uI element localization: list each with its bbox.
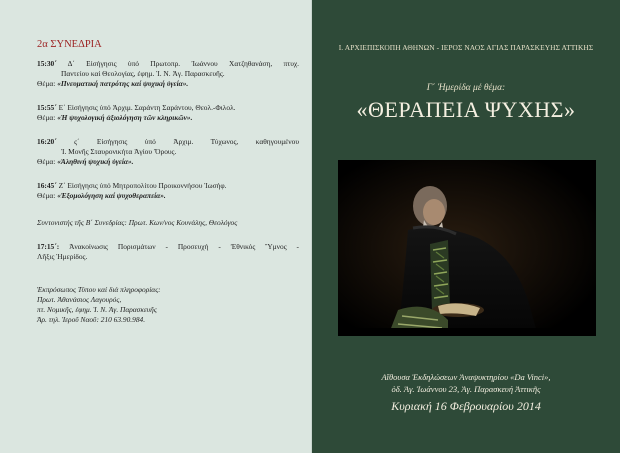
item-speaker: Δ΄ Εἰσήγησις ὑπό Πρωτοπρ. Ἰωάννου Χατζηθανάση, πτυχ. <box>67 59 299 68</box>
item-time: 16:20΄ <box>37 137 57 146</box>
organizer: Ι. ΑΡΧΙΕΠΙΣΚΟΠΗ ΑΘΗΝΩΝ - ΙΕΡΟΣ ΝΑΟΣ ΑΓΙΑΣ ΠΑΡΑΣΚΕΥΗΣ ΑΤΤΙΚΗΣ <box>338 43 594 52</box>
venue-line: Αἴθουσα Ἐκδηλώσεων Ἀναψυκτηρίου «Da Vinci», <box>381 372 551 382</box>
venue-address: ὁδ. Ἁγ. Ἰωάννου 23, Ἁγ. Παρασκευή Ἀττικῆς <box>391 384 541 394</box>
item-speaker-cont: Παντείου καί Θεολογίας, ἐφημ. Ἱ. Ν. Ἁγ. Παρασκευῆς. <box>61 69 225 78</box>
coordinator: Συντονιστής τῆς Β΄ Συνεδρίας: Πρωτ. Κων/νος Κουνάλης, Θεολόγος <box>37 218 238 227</box>
schedule-item <box>37 137 299 167</box>
event-subtitle: Γ΄ Ἡμερίδα μέ θέμα: <box>426 83 506 93</box>
item-time: 15:30΄ <box>37 59 57 68</box>
press-contact <box>37 285 161 325</box>
schedule-item <box>37 103 299 123</box>
item-speaker: Ε΄ Εἰσήγησις ὑπό Ἀρχιμ. Σαράντη Σαράντου, Θεολ.-Φιλολ. <box>58 103 236 112</box>
item-topic-label: Θέμα: <box>37 191 56 200</box>
item-topic: «Πνευματική πατρότης καί ψυχική ὑγεία». <box>57 79 189 88</box>
item-time: 16:45΄ <box>37 181 57 190</box>
item-topic-label: Θέμα: <box>37 157 56 166</box>
closing-text-cont: Λῆξις Ἡμερίδος. <box>37 252 88 261</box>
item-speaker: ς΄ Εἰσήγησις ὑπό Ἀρχιμ. Τύχωνος, καθηγουμένου <box>74 137 299 146</box>
praying-monk-image <box>338 160 596 336</box>
contact-line: Ἀρ. τηλ. Ἱεροῦ Ναοῦ: 210 63.90.984. <box>37 315 146 324</box>
cover-photo <box>338 160 596 336</box>
venue <box>312 371 620 395</box>
schedule-item <box>37 59 299 89</box>
event-title: «ΘΕΡΑΠΕΙΑ ΨΥΧΗΣ» <box>356 97 576 122</box>
contact-heading: Ἐκπρόσωπος Τύπου καί διά πληροφορίας: <box>37 285 161 294</box>
event-date: Κυριακή 16 Φεβρουαρίου 2014 <box>391 399 541 413</box>
closing-time: 17:15΄: <box>37 242 60 251</box>
contact-line: Πρωτ. Ἀθανάσιος Λαγουρός, <box>37 295 122 304</box>
item-speaker-cont: Ἱ. Μονῆς Σταυρονικήτα Ἁγίου Ὄρους. <box>61 147 177 156</box>
session-title: 2α ΣΥΝΕΔΡΙΑ <box>37 39 102 50</box>
closing-text: Ἀνακοίνωσις Πορισμάτων - Προσευχή - Ἐθνικός Ὕμνος - <box>69 242 299 251</box>
contact-line: πτ. Νομικῆς, ἐφημ. Ἱ. Ν. Ἁγ. Παρασκευῆς <box>37 305 157 314</box>
item-topic: «Ἀληθινή ψυχική ὑγεία». <box>57 157 134 166</box>
closing-item <box>37 242 299 262</box>
item-time: 15:55΄ <box>37 103 57 112</box>
item-topic-label: Θέμα: <box>37 113 56 122</box>
item-topic: «Ἐξομολόγηση καί ψυχοθεραπεία». <box>57 191 166 200</box>
item-speaker: Ζ΄ Εἰσήγησις ὑπό Μητροπολίτου Προικοννήσου Ἰωσήφ. <box>58 181 227 190</box>
item-topic: «Ἡ ψυχολογική ἀξιολόγηση τῶν κληρικῶν». <box>57 113 193 122</box>
schedule-item <box>37 181 299 201</box>
item-topic-label: Θέμα: <box>37 79 56 88</box>
